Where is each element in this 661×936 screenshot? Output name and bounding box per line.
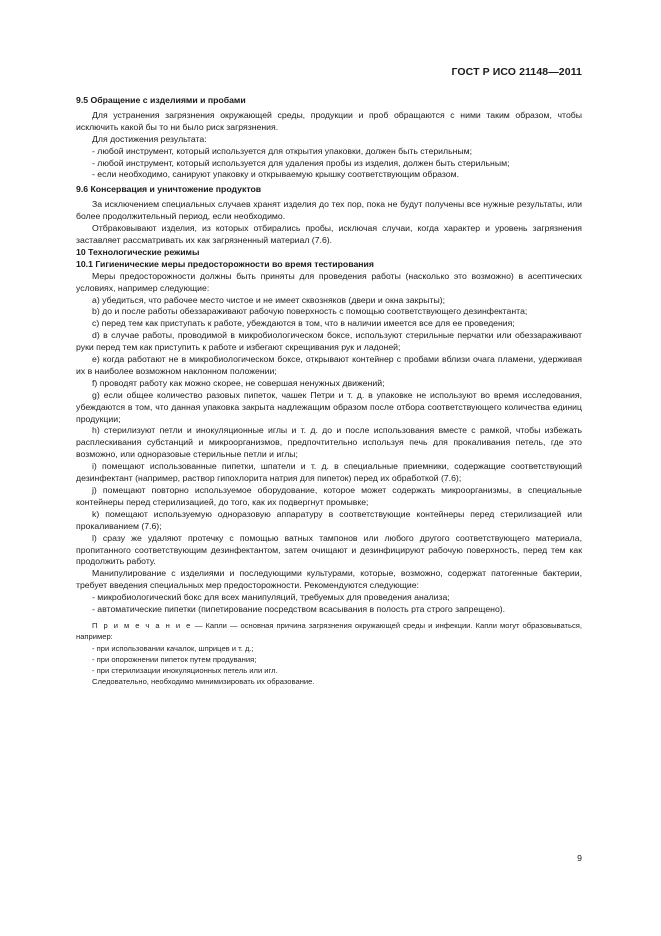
paragraph: Манипулирование с изделиями и последующими культурами, которые, возможно, содержат патогенные бактерии, требует введения специальных мер предосторожности. Рекомендуются следующие: [76,568,582,591]
note-list-item: - при стерилизации инокуляционных петель или игл. [92,666,278,676]
document-header: ГОСТ Р ИСО 21148—2011 [451,66,582,78]
note-list-item: - при использовании качалок, шприцев и т. д.; [92,643,254,653]
list-item: - любой инструмент, который используется для удаления пробы из изделия, должен быть стерильным; [92,157,510,168]
list-item: c) перед тем как приступать к работе, убеждаются в том, что в наличии имеется все для ее проведения; [92,318,515,329]
list-item: - любой инструмент, который используется для открытия упаковки, должен быть стерильным; [92,145,473,156]
section-9-5-title: 9.5 Обращение с изделиями и пробами [76,95,246,105]
list-item: f) проводят работу как можно скорее, не совершая ненужных движений; [92,377,385,388]
list-item: - автоматические пипетки (пипетирование посредством всасывания в полость рта строго запрещено). [92,604,506,615]
note-block [76,620,582,688]
section-10-title: 10 Технологические режимы [76,246,200,257]
note-text: — Капли — основная причина загрязнения окружающей среды и инфекции. Капли могут образовываться, например: [76,620,583,642]
page-number: 9 [577,853,582,863]
document-body [76,95,582,688]
list-item: g) если общее количество разовых пипеток, чашек Петри и т. д. в упаковке не используют во время исследования, убеждаются в том, что данная упаковка закрыта надлежащим образом после отбора соответствующего количества единиц продукции; [76,389,582,424]
list-item: b) до и после работы обеззараживают рабочую поверхность с помощью соответствующего дезинфектанта; [92,306,528,317]
section-10-1-title: 10.1 Гигиенические меры предосторожности во время тестирования [76,258,374,269]
list-item: h) стерилизуют петли и инокуляционные иглы и т. д. до и после использования вместе с рамкой, чтобы избежать расплескивания субстанций и микроорганизмов, предпочтительно используя печь для прокаливания петель, где это возможно, или одноразовые стерильные петли и иглы; [76,425,582,460]
note-list-item: - при опорожнении пипеток путем продувания; [92,654,257,664]
note-conclusion: Следовательно, необходимо минимизировать их образование. [92,677,315,687]
paragraph: Отбраковывают изделия, из которых отбирались пробы, исключая случаи, когда характер и уровень загрязнения заставляет рассматривать их как загрязненный материал (7.6). [76,223,582,245]
list-item: k) помещают используемую одноразовую аппаратуру в соответствующие контейнеры перед стерилизацией или прокаливанием (7.6); [76,508,582,531]
paragraph: Для достижения результата: [92,133,207,144]
note-paragraph [76,620,582,643]
list-item: j) помещают повторно используемое оборудование, которое может содержать микроорганизмы, в специальные контейнеры перед стерилизацией, до того, как их подвергнут промывке; [76,485,582,507]
list-item: - если необходимо, санируют упаковку и открываемую крышку соответствующим образом. [92,169,459,180]
list-item: a) убедиться, что рабочее место чистое и не имеет сквозняков (двери и окна закрыты); [92,294,446,305]
list-item: - микробиологический бокс для всех манипуляций, требуемых для проведения анализа; [92,592,450,603]
list-item: d) в случае работы, проводимой в микробиологическом боксе, используют стерильные перчатки или обеззараживают руки перед тем как приступить к работе и избегают скрещивания рук и ладоней; [76,330,582,353]
list-item: l) сразу же удаляют протечку с помощью ватных тампонов или любого другого соответствующего материала, пропитанного соответствующим дезинфектантом, затем очищают и дезинфицируют рабочую поверхность, перед тем как продолжить работу. [76,532,582,567]
section-9-6-title: 9.6 Консервация и уничтожение продуктов [76,184,262,195]
paragraph: За исключением специальных случаев хранят изделия до тех пор, пока не будут получены все нужные результаты, или более продолжительный период, если необходимо. [76,199,582,222]
paragraph: Меры предосторожности должны быть приняты для проведения работы (насколько это возможно) в асептических условиях, например следующие: [76,270,582,293]
list-item: i) помещают использованные пипетки, шпатели и т. д. в специальные приемники, содержащие соответствующий дезинфектант (например, раствор гипохлорита натрия для пипеток) перед их обработкой (7.6); [76,461,582,484]
note-label: П р и м е ч а н и е [92,620,192,630]
paragraph: Для устранения загрязнения окружающей среды, продукции и проб обращаются с ними таким образом, чтобы исключить какой бы то ни было риск загрязнения. [76,109,582,132]
list-item: e) когда работают не в микробиологическом боксе, открывают контейнер с пробами вблизи очага пламени, удерживая их в наиболее возможном наклонном положении; [76,354,582,376]
